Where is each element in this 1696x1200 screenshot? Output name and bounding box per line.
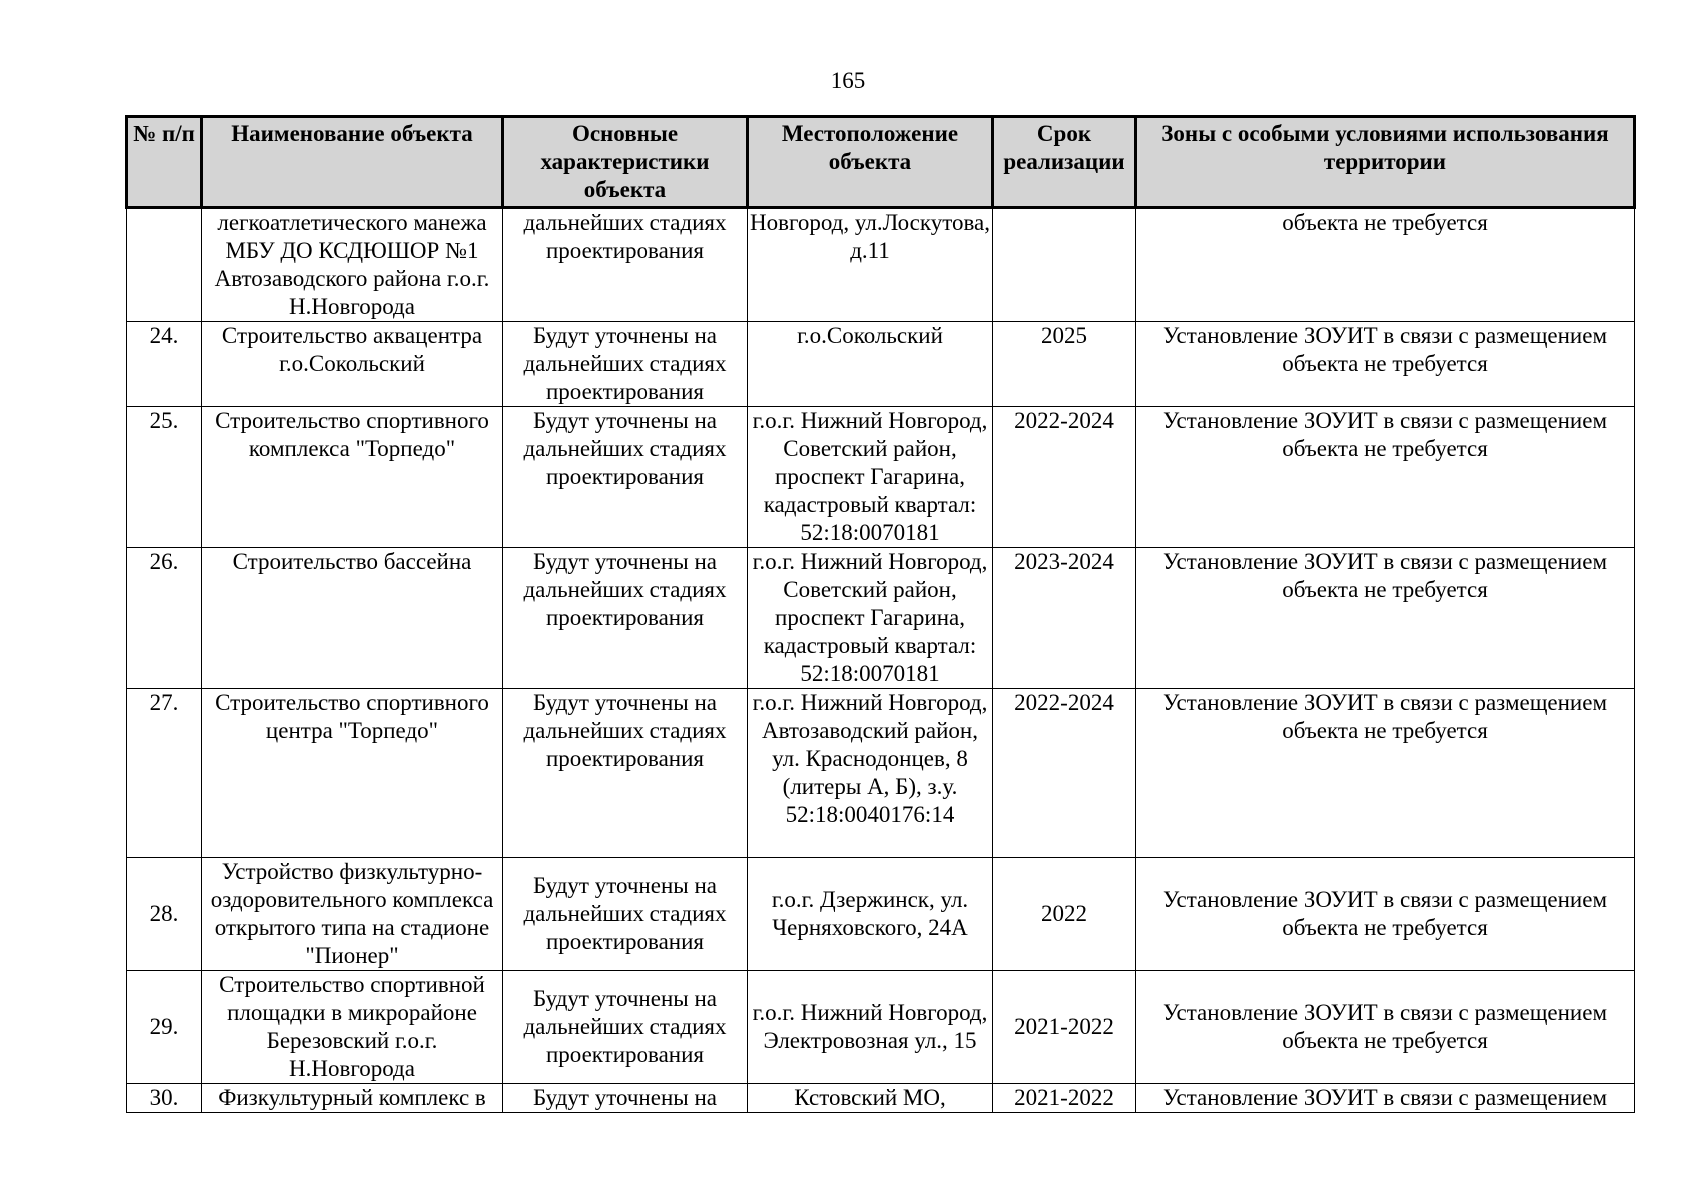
- header-name: Наименование объекта: [202, 117, 503, 208]
- table-row: [127, 407, 1635, 548]
- cell-zones: Установление ЗОУИТ в связи с размещением объекта не требуется: [1136, 322, 1635, 407]
- table-header-row: [127, 117, 1635, 208]
- table-row: [127, 322, 1635, 407]
- header-location: Местоположение объекта: [748, 117, 993, 208]
- cell-zones: Установление ЗОУИТ в связи с размещением объекта не требуется: [1136, 971, 1635, 1084]
- cell-name: Устройство физкультурно-оздоровительного комплекса открытого типа на стадионе "Пионер": [202, 858, 503, 971]
- cell-characteristics: Будут уточнены на дальнейших стадиях проектирования: [503, 322, 748, 407]
- cell-characteristics: Будут уточнены на дальнейших стадиях проектирования: [503, 971, 748, 1084]
- cell-characteristics: Будут уточнены на дальнейших стадиях проектирования: [503, 858, 748, 971]
- cell-num: 28.: [127, 858, 202, 971]
- header-characteristics: Основные характеристики объекта: [503, 117, 748, 208]
- cell-location: г.о.г. Нижний Новгород, Советский район, проспект Гагарина, кадастровый квартал: 52:18:0070181: [748, 548, 993, 689]
- cell-characteristics: Будут уточнены на: [503, 1084, 748, 1113]
- cell-characteristics: дальнейших стадиях проектирования: [503, 208, 748, 322]
- cell-num: 24.: [127, 322, 202, 407]
- cell-location: г.о.г. Нижний Новгород, Электровозная ул., 15: [748, 971, 993, 1084]
- cell-name: Строительство спортивного комплекса "Торпедо": [202, 407, 503, 548]
- cell-name: Строительство спортивной площадки в микрорайоне Березовский г.о.г. Н.Новгорода: [202, 971, 503, 1084]
- cell-location: г.о.Сокольский: [748, 322, 993, 407]
- cell-characteristics: Будут уточнены на дальнейших стадиях проектирования: [503, 407, 748, 548]
- cell-location: г.о.г. Дзержинск, ул. Черняховского, 24А: [748, 858, 993, 971]
- objects-table: [125, 115, 1636, 1113]
- header-num: № п/п: [127, 117, 202, 208]
- cell-term: 2022: [993, 858, 1136, 971]
- cell-term: 2021-2022: [993, 971, 1136, 1084]
- table-row: [127, 1084, 1635, 1113]
- cell-num: 27.: [127, 689, 202, 858]
- table-row: [127, 548, 1635, 689]
- cell-location: Кстовский МО,: [748, 1084, 993, 1113]
- cell-location: Новгород, ул.Лоскутова, д.11: [748, 208, 993, 322]
- table-row: [127, 858, 1635, 971]
- cell-num: 29.: [127, 971, 202, 1084]
- cell-num: [127, 208, 202, 322]
- cell-name: Строительство аквацентра г.о.Сокольский: [202, 322, 503, 407]
- cell-zones: Установление ЗОУИТ в связи с размещением объекта не требуется: [1136, 689, 1635, 858]
- cell-num: 30.: [127, 1084, 202, 1113]
- page-number: 165: [830, 68, 866, 93]
- cell-term: 2025: [993, 322, 1136, 407]
- cell-term: 2023-2024: [993, 548, 1136, 689]
- cell-term: [993, 208, 1136, 322]
- header-zones: Зоны с особыми условиями использования территории: [1136, 117, 1635, 208]
- cell-name: Строительство бассейна: [202, 548, 503, 689]
- cell-term: 2021-2022: [993, 1084, 1136, 1113]
- cell-zones: Установление ЗОУИТ в связи с размещением объекта не требуется: [1136, 858, 1635, 971]
- cell-name: легкоатлетического манежа МБУ ДО КСДЮШОР №1 Автозаводского района г.о.г. Н.Новгорода: [202, 208, 503, 322]
- table-row: [127, 971, 1635, 1084]
- cell-num: 25.: [127, 407, 202, 548]
- cell-location: г.о.г. Нижний Новгород, Автозаводский район, ул. Краснодонцев, 8 (литеры А, Б), з.у. 52:18:0040176:14: [748, 689, 993, 858]
- cell-term: 2022-2024: [993, 407, 1136, 548]
- cell-location: г.о.г. Нижний Новгород, Советский район, проспект Гагарина, кадастровый квартал: 52:18:0070181: [748, 407, 993, 548]
- cell-zones: Установление ЗОУИТ в связи с размещением объекта не требуется: [1136, 407, 1635, 548]
- cell-characteristics: Будут уточнены на дальнейших стадиях проектирования: [503, 548, 748, 689]
- cell-name: Физкультурный комплекс в: [202, 1084, 503, 1113]
- cell-name: Строительство спортивного центра "Торпедо": [202, 689, 503, 858]
- table-row: [127, 208, 1635, 322]
- cell-zones: Установление ЗОУИТ в связи с размещением: [1136, 1084, 1635, 1113]
- cell-characteristics: Будут уточнены на дальнейших стадиях проектирования: [503, 689, 748, 858]
- table-row: [127, 689, 1635, 858]
- cell-term: 2022-2024: [993, 689, 1136, 858]
- cell-zones: Установление ЗОУИТ в связи с размещением объекта не требуется: [1136, 548, 1635, 689]
- header-term: Срок реализации: [993, 117, 1136, 208]
- cell-num: 26.: [127, 548, 202, 689]
- cell-zones: объекта не требуется: [1136, 208, 1635, 322]
